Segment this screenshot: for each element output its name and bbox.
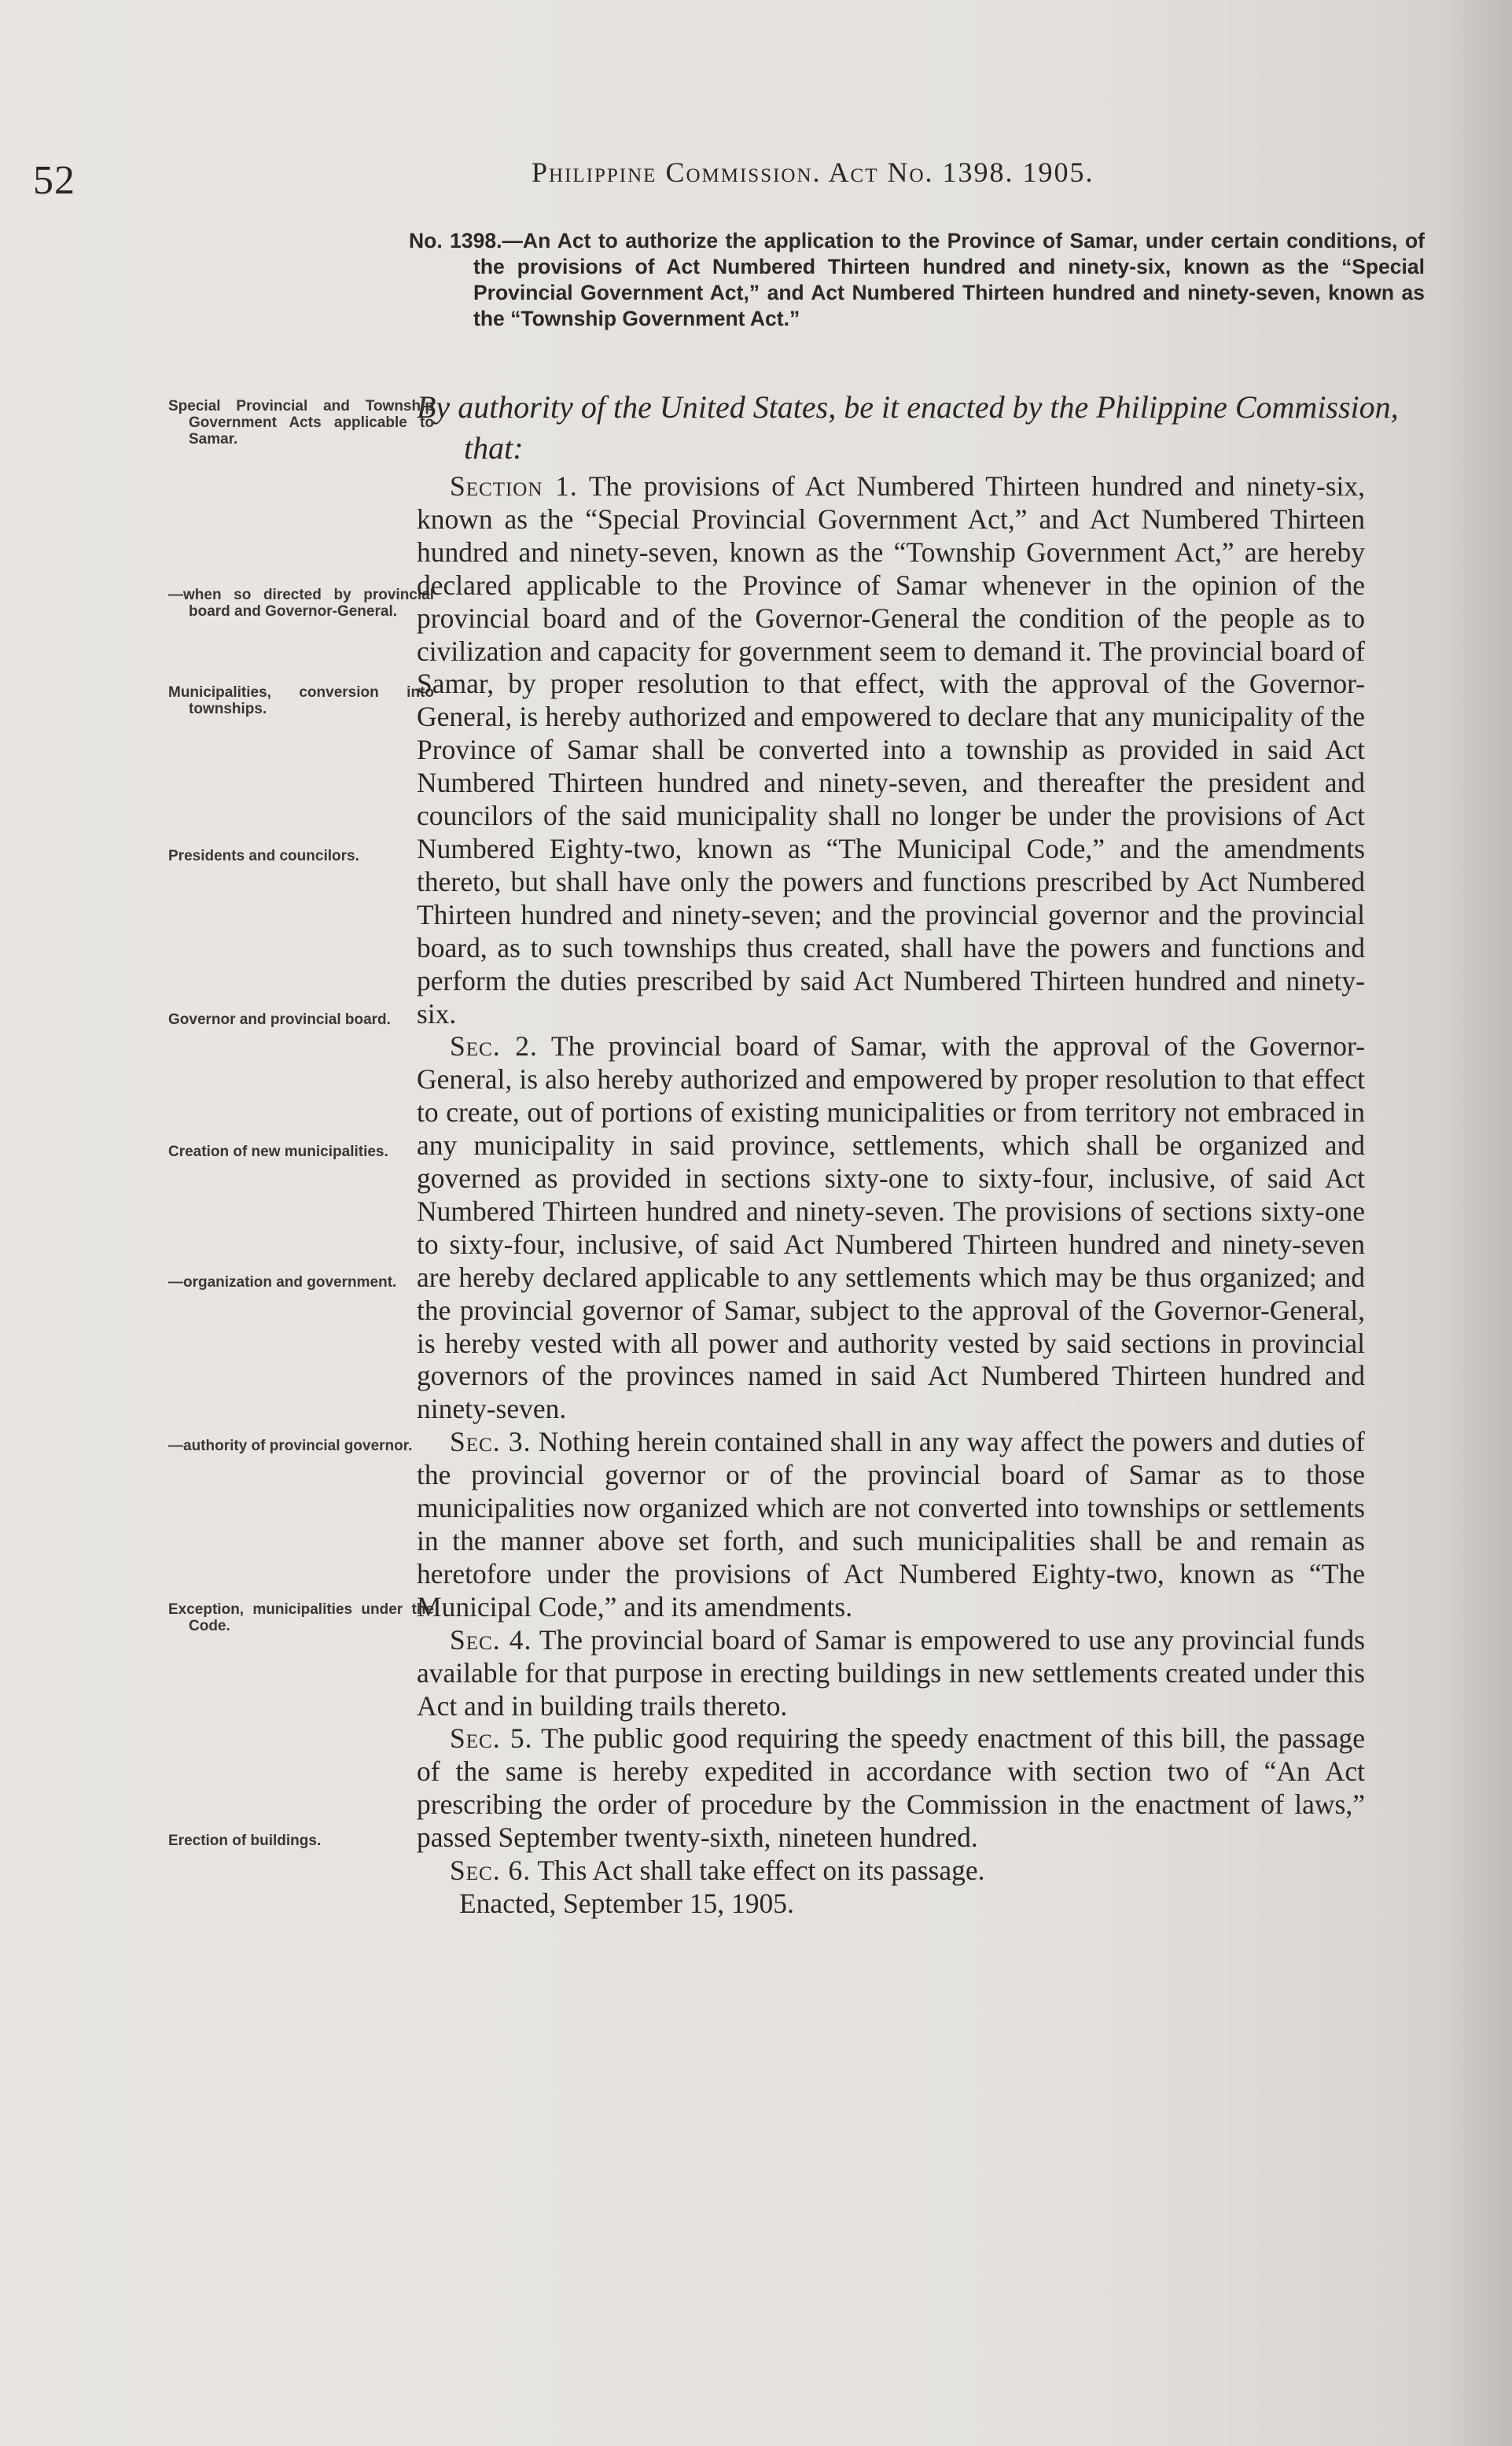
section-5 — [417, 1722, 1365, 1855]
page-number: 52 — [33, 158, 75, 203]
section-4 — [417, 1624, 1365, 1723]
section-label: Sec. 4. — [450, 1623, 532, 1656]
section-text: Nothing herein contained shall in any way affect the powers and duties of the provincial governor or of the provincial board of Samar as to those municipalities now organized which are not converted into townships or settlements in the manner above set forth, and such municipalities shall be and remain as heretofore under the provisions of Act Numbered Eighty-two, known as “The Municipal Code,” and its amendments. — [417, 1426, 1366, 1623]
page-edge-shadow — [1441, 0, 1512, 2446]
section-text: The provincial board of Samar, with the approval of the Governor-General, is also hereby authorized and empowered by proper resolution to that effect to create, out of portions of existing municipalities or from territory not embraced in any municipality in said province, settlements, which shall be organized and governed as provided in sections sixty-one to sixty-four, inclusive, of said Act Numbered Thirteen hundred and ninety-seven. The provisions of sections sixty-one to sixty-four, inclusive, of said Act Numbered Thirteen hundred and ninety-seven are hereby declared applicable to any settlements which may be thus organized; and the provincial governor of Samar, subject to the approval of the Governor-General, is hereby vested with all power and authority vested by said sections in provincial governors of the provinces named in said Act Numbered Thirteen hundred and ninety-seven. — [417, 1030, 1365, 1425]
section-text: This Act shall take effect on its passage. — [537, 1855, 985, 1887]
margin-note: Erection of buildings. — [168, 1833, 322, 1849]
section-text: The provincial board of Samar is empowered to use any provincial funds available for that purpose in erecting buildings in new settlements created under this Act and in building trails thereto. — [417, 1623, 1365, 1722]
margin-note: —when so directed by provincial board and Governor-General. — [168, 587, 434, 620]
act-heading: No. 1398.—An Act to authorize the application to the Province of Samar, under certain conditions, of the provisions of Act Numbered Thirteen hundred and ninety-six, known as the “Special Provincial Government Act,” and Act Numbered Thirteen hundred and ninety-seven, known as the “Township Government Act.” — [409, 229, 1425, 330]
section-label: Sec. 3. — [450, 1426, 532, 1458]
margin-note: Creation of new municipalities. — [168, 1144, 388, 1160]
margin-note: —organization and government. — [168, 1274, 397, 1291]
section-3 — [417, 1426, 1365, 1623]
enacting-clause: By authority of the United States, be it enacted by the Philippine Commission, that: — [417, 389, 1399, 466]
margin-note: —authority of provincial governor. — [168, 1438, 413, 1454]
section-6 — [417, 1855, 1365, 1888]
section-label: Sec. 6. — [450, 1855, 532, 1887]
section-label: Sec. 2. — [450, 1030, 538, 1063]
section-label: Sec. 5. — [450, 1722, 533, 1755]
margin-note: Presidents and councilors. — [168, 848, 359, 864]
margin-note: Special Provincial and Township Government Acts applicable to Samar. — [168, 398, 434, 448]
running-head: Philippine Commission. Act No. 1398. 1905. — [532, 157, 1094, 188]
section-label: Section 1. — [450, 470, 578, 502]
act-body — [417, 470, 1365, 1921]
section-text: The provisions of Act Numbered Thirteen hundred and ninety-six, known as the “Special Provincial Government Act,” and Act Numbered Thirteen hundred and ninety-seven, known as the “Township Government Act,” are hereby declared applicable to the Province of Samar whenever in the opinion of the provincial board and of the Governor-General the condition of the people as to civilization and capacity for government seem to demand it. The provincial board of Samar, by proper resolution to that effect, with the approval of the Governor-General, is hereby authorized and empowered to declare that any municipality of the Province of Samar shall be converted into a township as provided in said Act Numbered Thirteen hundred and ninety-seven, and thereafter the president and councilors of the said municipality shall no longer be under the provisions of Act Numbered Eighty-two, known as “The Municipal Code,” and the amendments thereto, but shall have only the powers and functions prescribed by Act Numbered Thirteen hundred and ninety-seven; and the provincial governor and the provincial board, as to such townships thus created, shall have the powers and functions and perform the duties prescribed by said Act Numbered Thirteen hundred and ninety-six. — [417, 470, 1366, 1030]
margin-note: Governor and provincial board. — [168, 1011, 391, 1028]
section-text: The public good requiring the speedy enactment of this bill, the passage of the same is hereby expedited in accordance with section two of “An Act prescribing the order of procedure by the Commission in the enactment of laws,” passed September twenty-sixth, nineteen hundred. — [417, 1722, 1365, 1854]
section-1 — [417, 470, 1365, 1030]
enacted-date: Enacted, September 15, 1905. — [459, 1887, 794, 1919]
margin-note: Municipalities, conversion into townships. — [168, 684, 434, 717]
section-2 — [417, 1030, 1365, 1426]
margin-note: Exception, municipalities under the Code. — [168, 1601, 434, 1634]
